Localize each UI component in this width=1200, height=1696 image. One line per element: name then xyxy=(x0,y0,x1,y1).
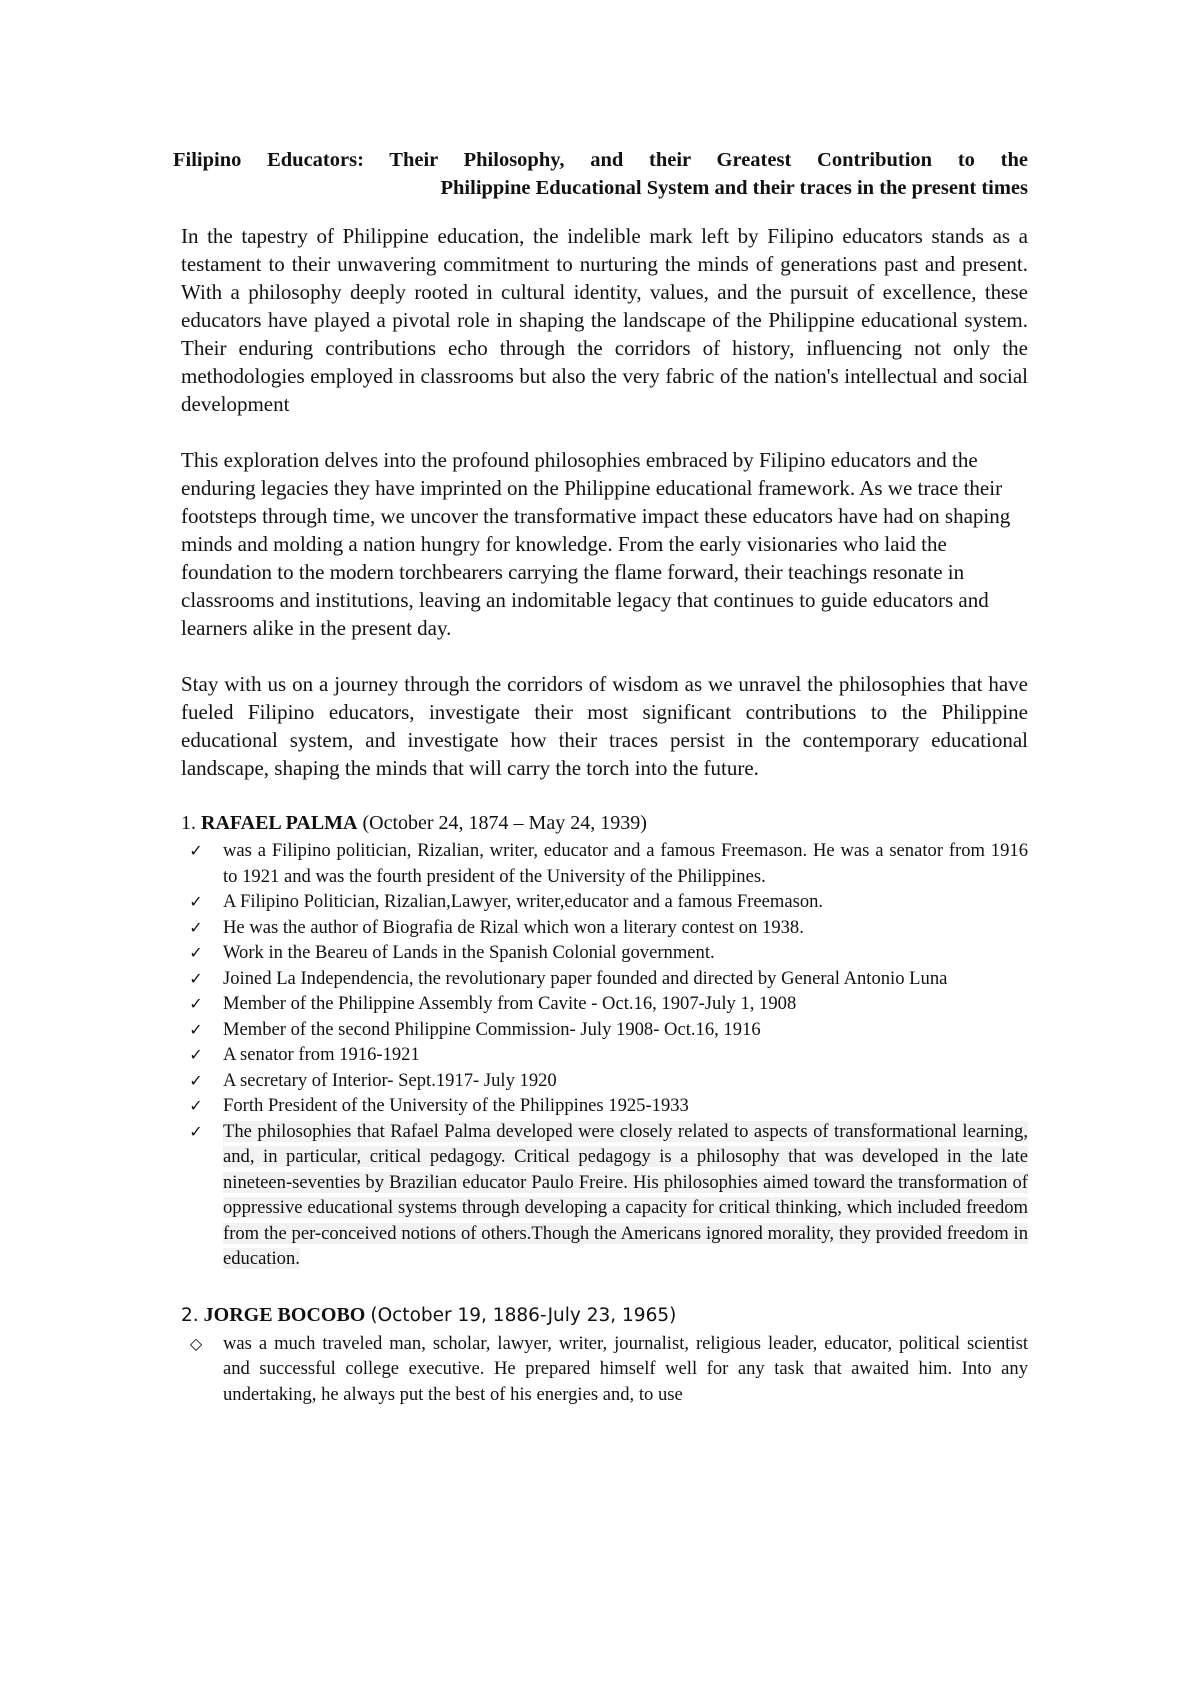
list-item-philosophy: ✓ The philosophies that Rafael Palma developed were closely related to aspects of transformational learning, and, in particular, critical pedagogy. Critical pedagogy is a philosophy that was developed in the late nineteen-seventies by Brazilian educator Paulo Freire. His philosophies aimed toward the transformation of oppressive educational systems through developing a capacity for critical thinking, which included freedom from the per-conceived notions of others.Though the Americans ignored morality, they provided freedom in education. xyxy=(181,1119,1028,1272)
educator-number: 2. xyxy=(181,1304,199,1326)
educator-heading xyxy=(181,1302,1028,1329)
check-mark-icon: ✓ xyxy=(189,994,203,1013)
title-line-1: Filipino Educators: Their Philosophy, and their Greatest Contribution to the xyxy=(173,149,1028,171)
list-item: ✓ Member of the second Philippine Commission- July 1908- Oct.16, 1916 xyxy=(181,1017,1028,1043)
check-mark-icon: ✓ xyxy=(189,917,203,937)
diamond-outline-icon: ◇ xyxy=(189,1333,203,1353)
check-mark-icon: ✓ xyxy=(189,1019,203,1039)
intro-paragraph-2: This exploration delves into the profound philosophies embraced by Filipino educators and the enduring legacies they have imprinted on the Philippine educational framework. As we trace their footsteps through time, we uncover the transformative impact these educators have had on shaping minds and molding a nation hungry for knowledge. From the early visionaries who laid the foundation to the modern torchbearers carrying the flame forward, their teachings resonate in classrooms and institutions, leaving an indomitable legacy that continues to guide educators and learners alike in the present day. xyxy=(181,448,1011,640)
list-item: ✓ Joined La Independencia, the revolutionary paper founded and directed by General Antonio Luna xyxy=(181,966,1028,992)
educator-name: RAFAEL PALMA xyxy=(201,812,358,834)
check-mark-icon: ✓ xyxy=(189,1045,203,1064)
list-item: ◇ was a much traveled man, scholar, lawyer, writer, journalist, religious leader, educator, political scientist and successful college executive. He prepared himself well for any task that awaited him. Into any undertaking, he always put the best of his energies and, to use xyxy=(181,1331,1028,1408)
fact-list xyxy=(181,838,1028,1272)
educator-dates: (October 24, 1874 – May 24, 1939) xyxy=(362,812,647,834)
intro-paragraph-1: In the tapestry of Philippine education, the indelible mark left by Filipino educators stands as a testament to their unwavering commitment to nurturing the minds of generations past and present. With a philosophy deeply rooted in cultural identity, values, and the pursuit of excellence, these educators have played a pivotal role in shaping the landscape of the Philippine educational system. Their enduring contributions echo through the corridors of history, influencing not only the methodologies employed in classrooms but also the very fabric of the nation's intellectual and social development xyxy=(181,224,1028,416)
list-item: ✓ A secretary of Interior- Sept.1917- July 1920 xyxy=(181,1068,1028,1094)
check-mark-icon: ✓ xyxy=(189,892,203,911)
document-title xyxy=(173,146,1028,202)
introduction xyxy=(181,202,1028,782)
list-item: ✓ A senator from 1916-1921 xyxy=(181,1042,1028,1068)
educator-section-rafael-palma xyxy=(181,810,1028,1272)
list-item: ✓ Member of the Philippine Assembly from Cavite - Oct.16, 1907-July 1, 1908 xyxy=(181,991,1028,1017)
check-mark-icon: ✓ xyxy=(189,968,203,988)
educator-heading xyxy=(181,810,1028,836)
list-item: ✓ He was the author of Biografia de Rizal which won a literary contest on 1938. xyxy=(181,915,1028,941)
intro-paragraph-3: Stay with us on a journey through the corridors of wisdom as we unravel the philosophies that have fueled Filipino educators, investigate their most significant contributions to the Philippine educational system, and investigate how their traces persist in the contemporary educational landscape, shaping the minds that will carry the torch into the future. xyxy=(181,672,1028,780)
check-mark-icon: ✓ xyxy=(189,943,203,962)
list-item: ✓ Work in the Beareu of Lands in the Spanish Colonial government. xyxy=(181,940,1028,966)
check-mark-icon: ✓ xyxy=(189,1096,203,1115)
list-item: ✓ A Filipino Politician, Rizalian,Lawyer, writer,educator and a famous Freemason. xyxy=(181,889,1028,915)
educator-dates: (October 19, 1886-July 23, 1965) xyxy=(370,1304,677,1326)
title-line-2: Philippine Educational System and their traces in the present times xyxy=(440,177,1028,199)
educator-number: 1. xyxy=(181,812,196,834)
educator-section-jorge-bocobo xyxy=(181,1302,1028,1408)
list-item: ✓ was a Filipino politician, Rizalian, writer, educator and a famous Freemason. He was a senator from 1916 to 1921 and was the fourth president of the University of the Philippines. xyxy=(181,838,1028,889)
educator-name: JORGE BOCOBO xyxy=(203,1303,366,1326)
check-mark-icon: ✓ xyxy=(189,841,203,860)
fact-list xyxy=(181,1331,1028,1408)
check-mark-icon: ✓ xyxy=(189,1070,203,1090)
list-item: ✓ Forth President of the University of the Philippines 1925-1933 xyxy=(181,1093,1028,1119)
check-mark-icon: ✓ xyxy=(189,1121,203,1141)
